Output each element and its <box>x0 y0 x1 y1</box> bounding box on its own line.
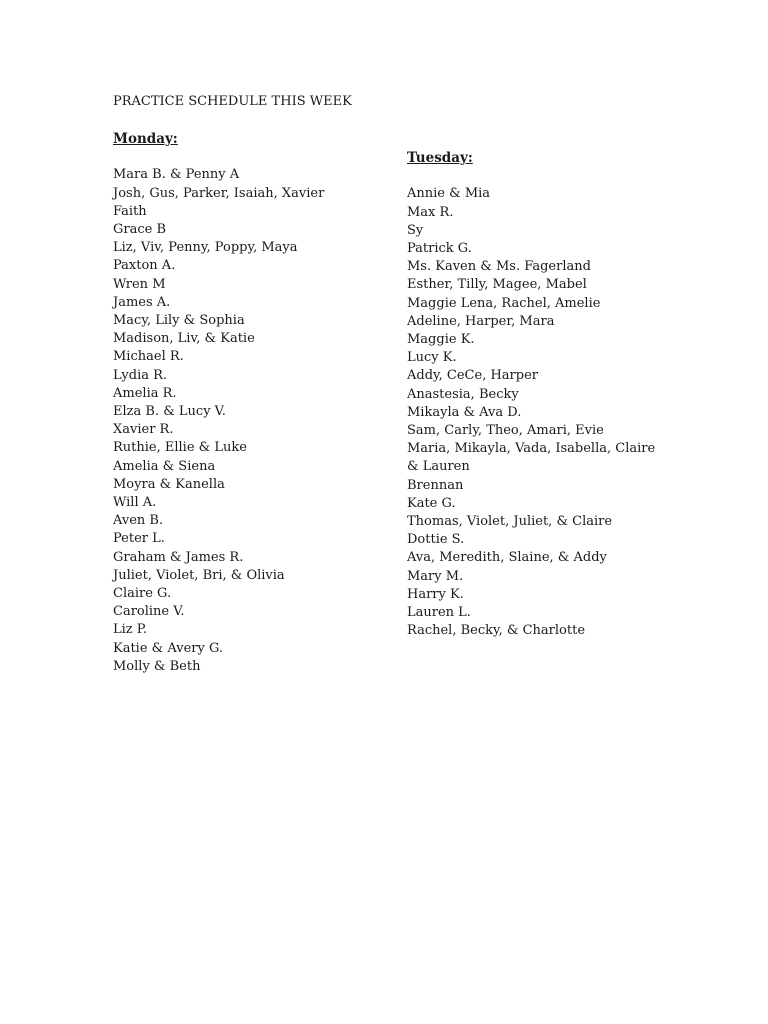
schedule-entry: Max R. <box>407 204 454 220</box>
tuesday-heading: Tuesday: <box>407 150 473 166</box>
schedule-entry: Mara B. & Penny A <box>113 167 240 183</box>
schedule-entry: Adeline, Harper, Mara <box>407 313 555 329</box>
schedule-entry: Brennan <box>407 477 464 493</box>
document-title: PRACTICE SCHEDULE THIS WEEK <box>113 94 352 109</box>
schedule-entry: Rachel, Becky, & Charlotte <box>407 623 586 639</box>
schedule-entry: Annie & Mia <box>407 186 491 202</box>
schedule-entry: Grace B <box>113 222 167 237</box>
schedule-entry: Molly & Beth <box>113 658 201 674</box>
schedule-entry: Ms. Kaven & Ms. Fagerland <box>407 259 591 275</box>
schedule-entry: Sam, Carly, Theo, Amari, Evie <box>407 423 604 439</box>
monday-list <box>113 166 393 676</box>
schedule-entry: Michael R. <box>113 349 184 365</box>
schedule-entry: Claire G. <box>113 586 172 602</box>
schedule-entry: Katie & Avery G. <box>113 640 224 656</box>
schedule-entry: Sy <box>407 222 424 238</box>
schedule-entry: Xavier R. <box>113 422 174 438</box>
schedule-entry: Aven B. <box>113 513 164 529</box>
schedule-entry: Amelia R. <box>113 385 177 401</box>
tuesday-list <box>407 185 687 640</box>
monday-column <box>113 130 393 676</box>
schedule-entry: Addy, CeCe, Harper <box>407 368 538 384</box>
schedule-entry: Caroline V. <box>113 604 185 620</box>
schedule-entry: Juliet, Violet, Bri, & Olivia <box>113 567 285 583</box>
schedule-entry: Lucy K. <box>407 350 457 366</box>
schedule-entry: James A. <box>113 294 171 310</box>
schedule-entry: Madison, Liv, & Katie <box>113 331 255 347</box>
schedule-entry: Liz, Viv, Penny, Poppy, Maya <box>113 240 298 256</box>
schedule-entry: Moyra & Kanella <box>113 476 225 492</box>
schedule-entry: Maggie Lena, Rachel, Amelie <box>407 295 601 311</box>
schedule-entry: Lydia R. <box>113 367 168 383</box>
schedule-entry: Ava, Meredith, Slaine, & Addy <box>407 550 607 566</box>
schedule-entry: Paxton A. <box>113 258 176 274</box>
schedule-entry: Macy, Lily & Sophia <box>113 313 245 329</box>
schedule-entry: Harry K. <box>407 586 464 602</box>
tuesday-column <box>407 149 687 640</box>
schedule-entry: Maggie K. <box>407 332 475 348</box>
schedule-entry: Liz P. <box>113 622 148 638</box>
schedule-entry: Mikayla & Ava D. <box>407 404 522 420</box>
schedule-entry: Will A. <box>113 495 157 511</box>
schedule-entry: Lauren L. <box>407 605 471 621</box>
schedule-entry: Graham & James R. <box>113 549 244 565</box>
schedule-entry: Anastesia, Becky <box>407 386 519 402</box>
schedule-entry: Dottie S. <box>407 532 465 548</box>
schedule-entry: Josh, Gus, Parker, Isaiah, Xavier <box>113 185 325 201</box>
schedule-entry: Thomas, Violet, Juliet, & Claire <box>407 514 613 530</box>
schedule-entry: Peter L. <box>113 531 165 547</box>
schedule-entry: Elza B. & Lucy V. <box>113 404 226 420</box>
schedule-entry: Patrick G. <box>407 241 472 256</box>
schedule-entry: Faith <box>113 203 147 219</box>
schedule-entry: Ruthie, Ellie & Luke <box>113 440 247 456</box>
schedule-entry: Mary M. <box>407 568 464 584</box>
schedule-entry: Maria, Mikayla, Vada, Isabella, Claire & Lauren <box>407 441 656 475</box>
schedule-entry: Amelia & Siena <box>113 458 216 474</box>
schedule-entry: Kate G. <box>407 495 456 511</box>
schedule-entry: Esther, Tilly, Magee, Mabel <box>407 277 587 293</box>
schedule-entry: Wren M <box>113 276 166 292</box>
monday-heading: Monday: <box>113 131 178 147</box>
